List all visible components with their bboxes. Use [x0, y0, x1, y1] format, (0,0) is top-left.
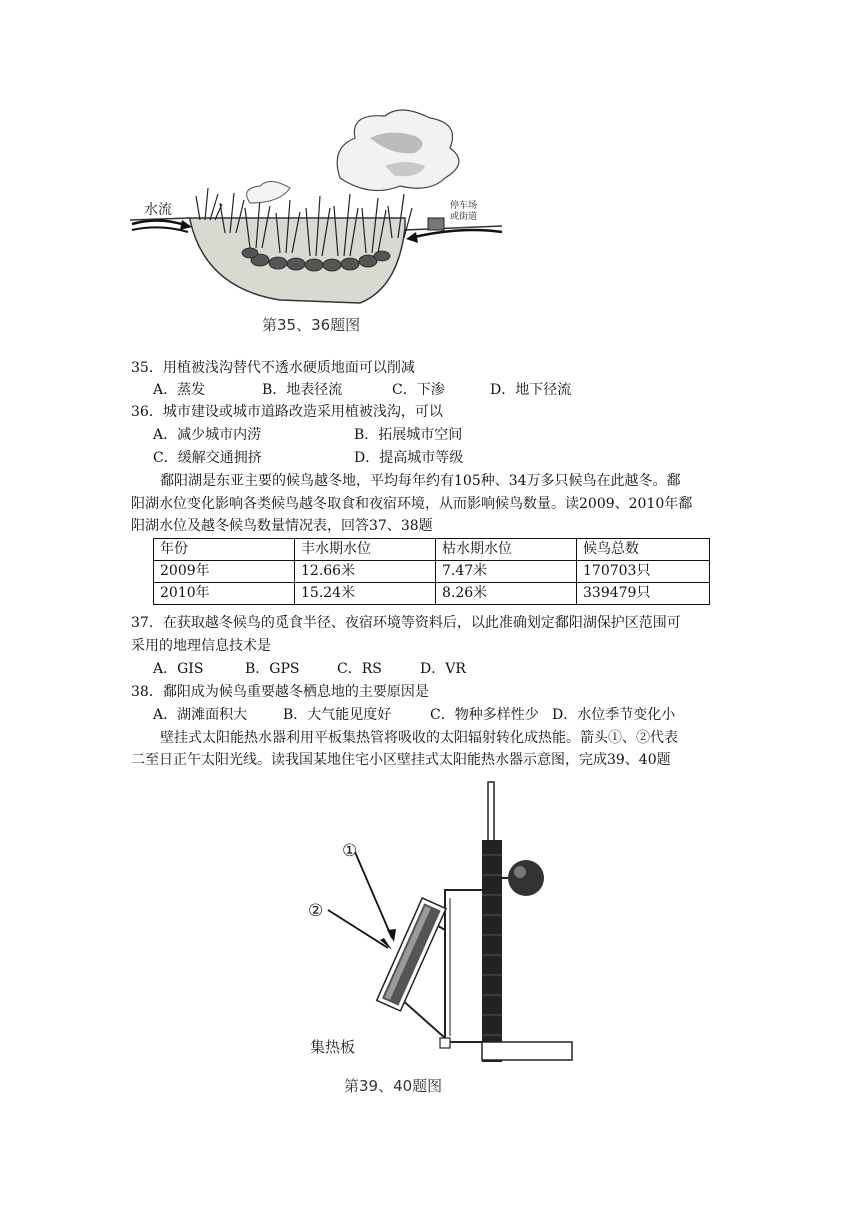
passage1-line3: 阳湖水位及越冬候鸟数量情况表，回答37、38题 — [131, 518, 433, 534]
table-cell: 339479只 — [577, 583, 710, 605]
sun-ray-arrow-1 — [355, 852, 392, 938]
table-cell: 8.26米 — [436, 583, 577, 605]
q35-stem: 35．用植被浅沟替代不透水硬质地面可以削减 — [131, 360, 415, 376]
table-cell: 2009年 — [154, 561, 295, 583]
q37-stem-line2: 采用的地理信息技术是 — [131, 638, 271, 654]
solar-heater-figure — [300, 780, 590, 1070]
table-cell: 7.47米 — [436, 561, 577, 583]
q37-option-a: A．GIS — [153, 661, 204, 677]
q37-option-c: C．RS — [337, 661, 382, 677]
passage2-line1: 壁挂式太阳能热水器利用平板集热管将吸收的太阳辐射转化成热能。箭头①、②代表 — [160, 730, 678, 746]
table-header: 枯水期水位 — [436, 539, 577, 561]
parking-label-1: 停车场 — [450, 201, 478, 211]
table-header: 年份 — [154, 539, 295, 561]
q36-option-b: B．拓展城市空间 — [354, 427, 463, 443]
parking-flow-arrow — [410, 230, 502, 238]
q35-option-c: C．下渗 — [392, 382, 445, 398]
water-level-table — [153, 538, 710, 605]
q37-option-b: B．GPS — [245, 661, 300, 677]
passage2-line2: 二至日正午太阳光线。读我国某地住宅小区壁挂式太阳能热水器示意图，完成39、40题 — [131, 752, 671, 768]
q38-stem: 38．鄱阳成为候鸟重要越冬栖息地的主要原因是 — [131, 684, 429, 700]
figure2-caption: 第39、40题图 — [344, 1077, 443, 1095]
q38-option-a: A．湖滩面积大 — [153, 707, 248, 723]
collector-panel — [377, 898, 446, 1011]
table-cell: 2010年 — [154, 583, 295, 605]
arrow-1-label: ① — [342, 841, 358, 861]
water-tank — [508, 860, 544, 896]
q37-stem-line1: 37．在获取越冬候鸟的觅食半径、夜宿环境等资料后，以此准确划定鄱阳湖保护区范围可 — [131, 615, 681, 631]
passage1-line1: 鄱阳湖是东亚主要的候鸟越冬地，平均每年约有105种、34万多只候鸟在此越冬。鄱 — [160, 473, 681, 489]
table-cell: 15.24米 — [295, 583, 436, 605]
parking-block — [428, 218, 444, 230]
table-header: 候鸟总数 — [577, 539, 710, 561]
sun-ray-arrow-2 — [328, 910, 388, 948]
bracket-frame — [445, 890, 482, 1042]
collector-label: 集热板 — [310, 1038, 356, 1056]
table-row — [154, 561, 710, 583]
wall — [482, 840, 502, 1062]
q36-option-a: A．减少城市内涝 — [153, 427, 262, 443]
table-row — [154, 583, 710, 605]
antenna-pole — [488, 782, 494, 842]
table-cell: 170703只 — [577, 561, 710, 583]
water-flow-label: 水流 — [144, 202, 172, 218]
q38-option-d: D．水位季节变化小 — [552, 707, 676, 723]
base-slab — [482, 1042, 572, 1060]
table-header: 丰水期水位 — [295, 539, 436, 561]
swale-figure — [130, 108, 510, 308]
table-cell: 12.66米 — [295, 561, 436, 583]
passage1-line2: 阳湖水位变化影响各类候鸟越冬取食和夜宿环境，从而影响候鸟数量。读2009、2010年鄱 — [131, 496, 693, 512]
q36-option-c: C．缓解交通拥挤 — [153, 450, 262, 466]
water-flow-arrow — [132, 220, 188, 226]
arrow-2-label: ② — [308, 901, 324, 921]
q35-option-b: B．地表径流 — [262, 382, 343, 398]
q36-stem: 36．城市建设或城市道路改造采用植被浅沟，可以 — [131, 404, 443, 420]
q35-option-a: A．蒸发 — [153, 382, 206, 398]
q37-option-d: D．VR — [420, 661, 466, 677]
q35-option-d: D．地下径流 — [490, 382, 572, 398]
q38-option-b: B．大气能见度好 — [283, 707, 392, 723]
parking-label-2: 或街道 — [450, 212, 478, 222]
figure1-caption: 第35、36题图 — [262, 316, 361, 334]
q38-option-c: C．物种多样性少 — [430, 707, 539, 723]
q36-option-d: D．提高城市等级 — [354, 450, 464, 466]
table-header-row — [154, 539, 710, 561]
